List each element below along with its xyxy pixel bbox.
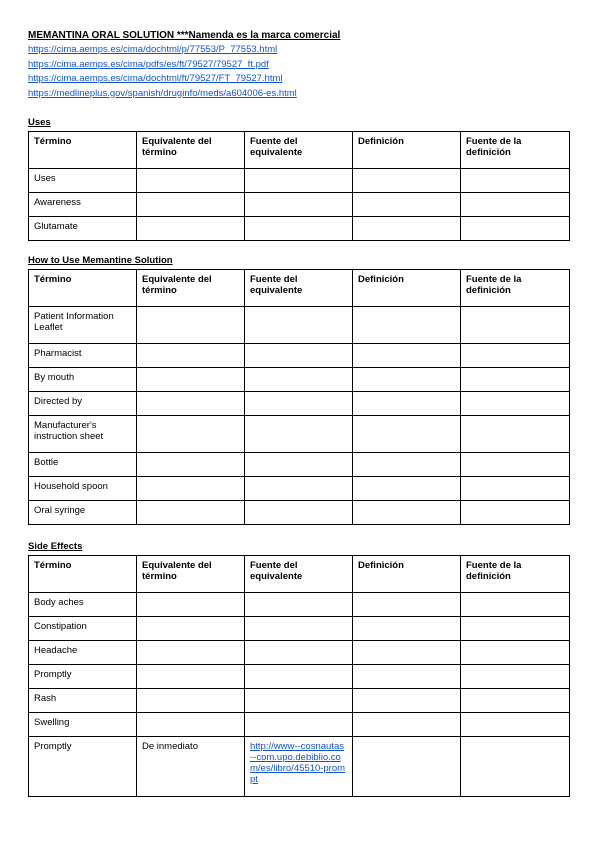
table-row — [29, 169, 570, 193]
table-row — [29, 617, 570, 641]
how-to-use-table — [28, 269, 570, 525]
table-row — [29, 368, 570, 392]
term-cell: Patient Information Leaflet — [29, 307, 137, 344]
equivalent-cell — [137, 665, 245, 689]
uses-table — [28, 131, 570, 241]
term-cell: Manufacturer's instruction sheet — [29, 416, 137, 453]
equivalent-cell — [137, 689, 245, 713]
equivalent-cell — [137, 307, 245, 344]
table-row — [29, 307, 570, 344]
definition-cell — [353, 617, 461, 641]
header-equivalente: Equivalente del término — [137, 556, 245, 593]
equivalent-source-cell — [245, 217, 353, 241]
definition-cell — [353, 641, 461, 665]
equivalent-source-cell — [245, 689, 353, 713]
table-row — [29, 193, 570, 217]
equivalent-cell — [137, 477, 245, 501]
definition-cell — [353, 665, 461, 689]
definition-cell — [353, 193, 461, 217]
equivalent-source-cell — [245, 617, 353, 641]
table-header-row — [29, 270, 570, 307]
term-cell: By mouth — [29, 368, 137, 392]
table-row — [29, 665, 570, 689]
definition-cell — [353, 416, 461, 453]
equivalent-cell — [137, 453, 245, 477]
equivalent-cell — [137, 641, 245, 665]
header-termino: Término — [29, 556, 137, 593]
equivalent-cell — [137, 501, 245, 525]
equivalent-cell: De inmediato — [137, 737, 245, 797]
equivalent-source-cell — [245, 392, 353, 416]
table-row — [29, 453, 570, 477]
definition-cell — [353, 593, 461, 617]
equivalent-source-cell — [245, 713, 353, 737]
equivalent-source-cell — [245, 307, 353, 344]
definition-cell — [353, 169, 461, 193]
header-fuente-definicion: Fuente de la definición — [461, 132, 570, 169]
table-row — [29, 593, 570, 617]
equivalent-cell — [137, 392, 245, 416]
section-title-how-to-use: How to Use Memantine Solution — [28, 255, 173, 266]
equivalent-cell — [137, 617, 245, 641]
definition-source-cell — [461, 713, 570, 737]
equivalent-source-cell — [245, 665, 353, 689]
term-cell: Headache — [29, 641, 137, 665]
definition-cell — [353, 501, 461, 525]
table-header-row — [29, 556, 570, 593]
term-cell: Pharmacist — [29, 344, 137, 368]
header-fuente-definicion: Fuente de la definición — [461, 270, 570, 307]
definition-source-cell — [461, 307, 570, 344]
definition-source-cell — [461, 193, 570, 217]
definition-cell — [353, 344, 461, 368]
definition-cell — [353, 307, 461, 344]
reference-links — [28, 43, 297, 101]
table-row — [29, 344, 570, 368]
definition-source-cell — [461, 169, 570, 193]
table-header-row — [29, 132, 570, 169]
definition-cell — [353, 368, 461, 392]
document-title: MEMANTINA ORAL SOLUTION ***Namenda es la marca comercial — [28, 30, 341, 41]
table-row — [29, 416, 570, 453]
term-cell: Constipation — [29, 617, 137, 641]
header-fuente-definicion: Fuente de la definición — [461, 556, 570, 593]
header-definicion: Definición — [353, 270, 461, 307]
term-cell: Rash — [29, 689, 137, 713]
definition-source-cell — [461, 665, 570, 689]
table-row — [29, 217, 570, 241]
equivalent-cell — [137, 193, 245, 217]
definition-source-cell — [461, 217, 570, 241]
equivalent-source-cell — [245, 453, 353, 477]
definition-source-cell — [461, 392, 570, 416]
term-cell: Uses — [29, 169, 137, 193]
equivalent-cell — [137, 593, 245, 617]
definition-cell — [353, 477, 461, 501]
equivalent-source-cell — [245, 344, 353, 368]
definition-source-cell — [461, 641, 570, 665]
term-cell: Household spoon — [29, 477, 137, 501]
header-equivalente: Equivalente del término — [137, 270, 245, 307]
equivalent-cell — [137, 169, 245, 193]
definition-cell — [353, 737, 461, 797]
definition-source-cell — [461, 593, 570, 617]
reference-link[interactable]: https://cima.aemps.es/cima/dochtml/ft/79527/FT_79527.html — [28, 73, 283, 84]
equivalent-cell — [137, 344, 245, 368]
table-row — [29, 641, 570, 665]
equivalent-cell — [137, 217, 245, 241]
header-termino: Término — [29, 270, 137, 307]
definition-cell — [353, 453, 461, 477]
definition-source-cell — [461, 501, 570, 525]
table-row — [29, 501, 570, 525]
section-title-side-effects: Side Effects — [28, 541, 83, 552]
table-row — [29, 737, 570, 797]
reference-link[interactable]: https://cima.aemps.es/cima/dochtml/p/77553/P_77553.html — [28, 44, 278, 55]
definition-source-cell — [461, 416, 570, 453]
equivalent-source-cell — [245, 593, 353, 617]
term-cell: Promptly — [29, 737, 137, 797]
equivalent-cell — [137, 416, 245, 453]
term-cell: Awareness — [29, 193, 137, 217]
header-fuente-equivalente: Fuente del equivalente — [245, 556, 353, 593]
equivalent-source-cell — [245, 368, 353, 392]
term-cell: Directed by — [29, 392, 137, 416]
equivalent-cell — [137, 713, 245, 737]
term-cell: Bottle — [29, 453, 137, 477]
header-equivalente: Equivalente del término — [137, 132, 245, 169]
equivalent-cell — [137, 368, 245, 392]
equivalent-source-cell — [245, 477, 353, 501]
definition-source-cell — [461, 737, 570, 797]
equivalent-source-cell — [245, 501, 353, 525]
definition-cell — [353, 713, 461, 737]
definition-source-cell — [461, 477, 570, 501]
table-row — [29, 392, 570, 416]
reference-link[interactable]: https://cima.aemps.es/cima/pdfs/es/ft/79527/79527_ft.pdf — [28, 58, 269, 70]
term-cell: Glutamate — [29, 217, 137, 241]
definition-source-cell — [461, 453, 570, 477]
table-row — [29, 689, 570, 713]
definition-cell — [353, 689, 461, 713]
table-row — [29, 477, 570, 501]
term-cell: Swelling — [29, 713, 137, 737]
definition-source-cell — [461, 368, 570, 392]
reference-link[interactable]: https://medlineplus.gov/spanish/druginfo/meds/a604006-es.html — [28, 87, 297, 99]
term-cell: Promptly — [29, 665, 137, 689]
header-fuente-equivalente: Fuente del equivalente — [245, 132, 353, 169]
definition-cell — [353, 392, 461, 416]
equivalent-source-cell — [245, 737, 353, 797]
equivalent-source-cell — [245, 169, 353, 193]
term-cell: Oral syringe — [29, 501, 137, 525]
definition-source-cell — [461, 344, 570, 368]
definition-cell — [353, 217, 461, 241]
equivalent-source-cell — [245, 641, 353, 665]
equivalent-source-cell — [245, 193, 353, 217]
section-title-uses: Uses — [28, 117, 51, 128]
header-definicion: Definición — [353, 556, 461, 593]
equivalent-source-link[interactable]: http://www--cosnautas--com.upo.debiblio.com/es/libro/45510-prompt — [250, 741, 346, 785]
definition-source-cell — [461, 617, 570, 641]
term-cell: Body aches — [29, 593, 137, 617]
header-fuente-equivalente: Fuente del equivalente — [245, 270, 353, 307]
header-termino: Término — [29, 132, 137, 169]
side-effects-table — [28, 555, 570, 797]
header-definicion: Definición — [353, 132, 461, 169]
table-row — [29, 713, 570, 737]
definition-source-cell — [461, 689, 570, 713]
equivalent-source-cell — [245, 416, 353, 453]
